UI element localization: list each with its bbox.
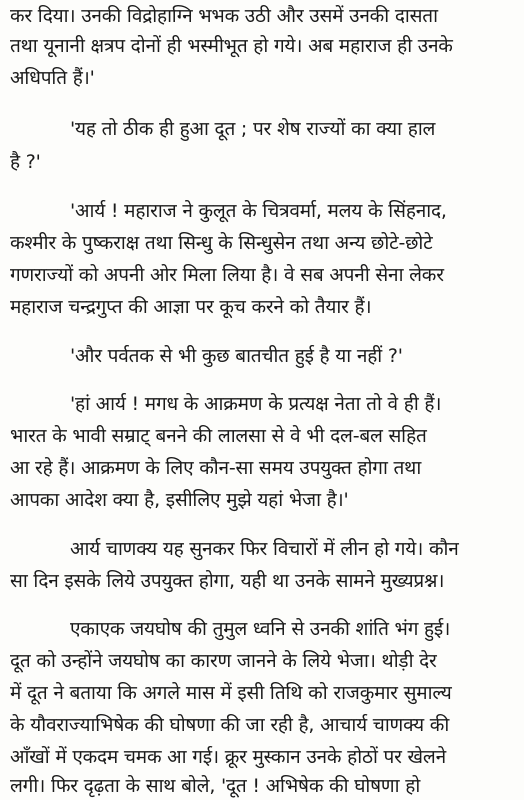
text-line-17: एकाएक जयघोष की तुमुल ध्वनि से उनकी शांति भंग हुई।	[70, 618, 451, 640]
text-line-18: दूत को उन्होंने जयघोष का कारण जानने के लिये भेजा। थोड़ी देर	[10, 650, 437, 672]
text-line-2: तथा यूनानी क्षत्रप दोनों ही भस्मीभूत हो गये। अब महाराज ही उनके	[10, 35, 453, 57]
text-line-6: 'आर्य ! महाराज ने कुलूत के चित्रवर्मा, मलय के सिंहनाद,	[70, 200, 447, 222]
text-line-12: भारत के भावी सम्राट् बनने की लालसा से वे भी दल-बल सहित	[10, 425, 427, 447]
text-line-15: आर्य चाणक्य यह सुनकर फिर विचारों में लीन हो गये। कौन	[70, 538, 459, 560]
text-line-21: आँखों में एकदम चमक आ गई। क्रूर मुस्कान उनके होठों पर खेलने	[10, 746, 446, 768]
text-line-10: 'और पर्वतक से भी कुछ बातचीत हुई है या नहीं ?'	[70, 345, 403, 367]
text-line-8: गणराज्यों को अपनी ओर मिला लिया है। वे सब अपनी सेना लेकर	[10, 264, 444, 286]
text-line-3: अधिपति हैं।'	[10, 67, 95, 89]
text-line-14: आपका आदेश क्या है, इसीलिए मुझे यहां भेजा है।'	[10, 489, 349, 511]
text-line-19: में दूत ने बताया कि अगले मास में इसी तिथि को राजकुमार सुमाल्य	[10, 682, 452, 704]
text-line-5: है ?'	[10, 151, 41, 173]
text-line-16: सा दिन इसके लिये उपयुक्त होगा, यही था उनके सामने मुख्यप्रश्न।	[10, 570, 445, 592]
text-line-9: महाराज चन्द्रगुप्त की आज्ञा पर कूच करने को तैयार हैं।	[10, 296, 372, 318]
text-line-13: आ रहे हैं। आक्रमण के लिए कौन-सा समय उपयुक्त होगा तथा	[10, 457, 422, 479]
text-line-20: के यौवराज्याभिषेक की घोषणा की जा रही है, आचार्य चाणक्य की	[10, 714, 450, 736]
text-line-7: कश्मीर के पुष्कराक्ष तथा सिन्धु के सिन्धुसेन तथा अन्य छोटे-छोटे	[10, 232, 433, 254]
text-line-11: 'हां आर्य ! मगध के आक्रमण के प्रत्यक्ष नेता तो वे ही हैं।	[70, 393, 442, 415]
text-line-4: 'यह तो ठीक ही हुआ दूत ; पर शेष राज्यों का क्या हाल	[70, 118, 436, 140]
text-line-1: कर दिया। उनकी विद्रोहाग्नि भभक उठी और उसमें उनकी दासता	[10, 5, 438, 27]
text-line-22: लगी। फिर दृढ़ता के साथ बोले, 'दूत ! अभिषेक की घोषणा हो	[10, 775, 421, 797]
